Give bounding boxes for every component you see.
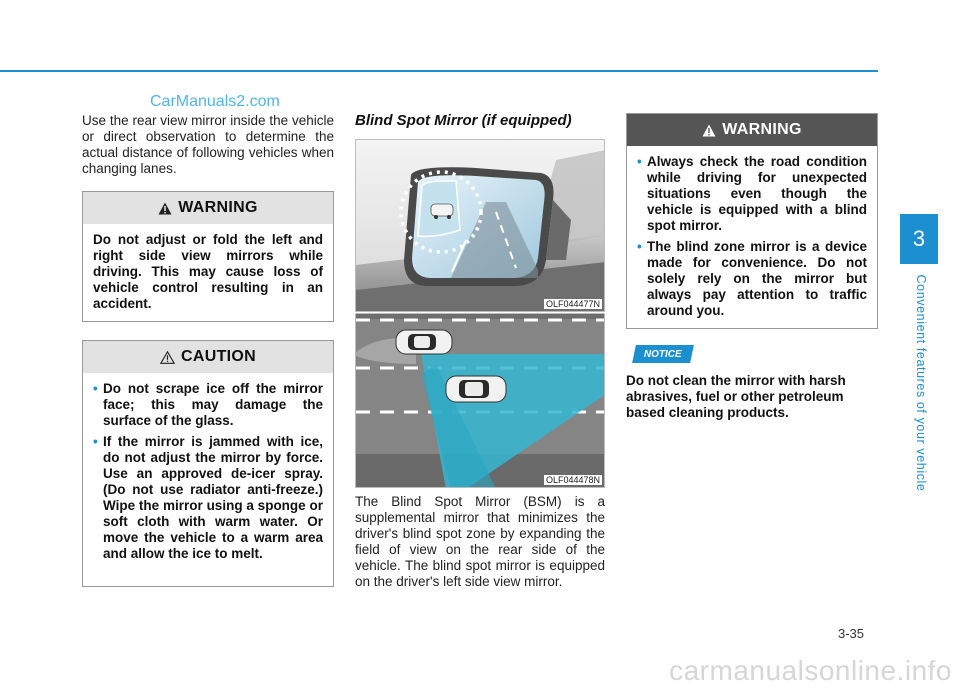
warning-header	[83, 192, 333, 224]
chapter-number: 3	[912, 226, 926, 251]
figure-code: OLF044477N	[545, 299, 600, 309]
watermark-top[interactable]: CarManuals2.com	[150, 93, 280, 110]
warning-triangle-icon	[158, 202, 172, 215]
chapter-title-vertical	[910, 272, 932, 494]
caution-body	[83, 373, 333, 577]
chapter-title: Convenient features of your vehicle	[914, 274, 928, 492]
rear-car-icon	[396, 330, 452, 354]
page-number: 3-35	[838, 626, 865, 641]
caution-triangle-icon	[160, 351, 175, 364]
warning-triangle-icon	[702, 124, 716, 137]
bsm-paragraph: The Blind Spot Mirror (BSM) is a supplemental mirror that minimizes the driver's blind spot zone by expanding the field of view on the rear side of the vehicle. The blind spot mirror is equipped on the driver's left side view mirror.	[355, 494, 605, 589]
site-watermark[interactable]: carmanualsonline.info	[669, 655, 952, 686]
top-rule	[0, 70, 878, 72]
notice-text: Do not clean the mirror with harsh abrasives, fuel or other petroleum based cleaning products.	[626, 373, 846, 420]
warning-item: • The blind zone mirror is a device made for convenience. Do not solely rely on the mirror but always pay attention to traffic around you.	[637, 239, 867, 319]
caution-header	[83, 341, 333, 373]
warning-body	[627, 146, 877, 334]
figure-mirror	[355, 139, 605, 312]
caution-item: • If the mirror is jammed with ice, do not adjust the mirror by force. Use an approved de-icer spray. (Do not use radiator anti-freeze.) Wipe the mirror using a sponge or soft cloth with warm water. Or move the vehicle to a warm area and allow the ice to melt.	[93, 434, 323, 562]
notice-badge	[632, 345, 694, 363]
warning-header	[627, 114, 877, 146]
notice-label: NOTICE	[644, 348, 682, 360]
caution-title: CAUTION	[181, 348, 256, 365]
warning-box-left	[82, 191, 334, 322]
blind-zone-diagram	[356, 314, 605, 488]
intro-paragraph: Use the rear view mirror inside the vehicle or direct observation to determine the actual distance of following vehicles when changing lanes.	[82, 113, 334, 176]
figure-code: OLF044478N	[545, 475, 600, 485]
caution-item: • Do not scrape ice off the mirror face; this may damage the surface of the glass.	[93, 381, 323, 429]
caution-box	[82, 340, 334, 587]
warning-title: WARNING	[178, 199, 258, 216]
warning-item: • Always check the road condition while driving for unexpected situations even though the vehicle is equipped with a blind spot mirror.	[637, 154, 867, 234]
warning-box-right	[626, 113, 878, 329]
figure-blind-zone	[355, 313, 605, 488]
side-mirror-illustration	[356, 140, 605, 312]
section-title: Blind Spot Mirror (if equipped)	[355, 112, 572, 129]
warning-title: WARNING	[722, 121, 802, 138]
warning-text: Do not adjust or fold the left and right side view mirrors while driving. This may cause loss of vehicle control resulting in an accident.	[93, 232, 323, 311]
own-car-icon	[446, 376, 506, 402]
chapter-tab	[900, 214, 938, 264]
